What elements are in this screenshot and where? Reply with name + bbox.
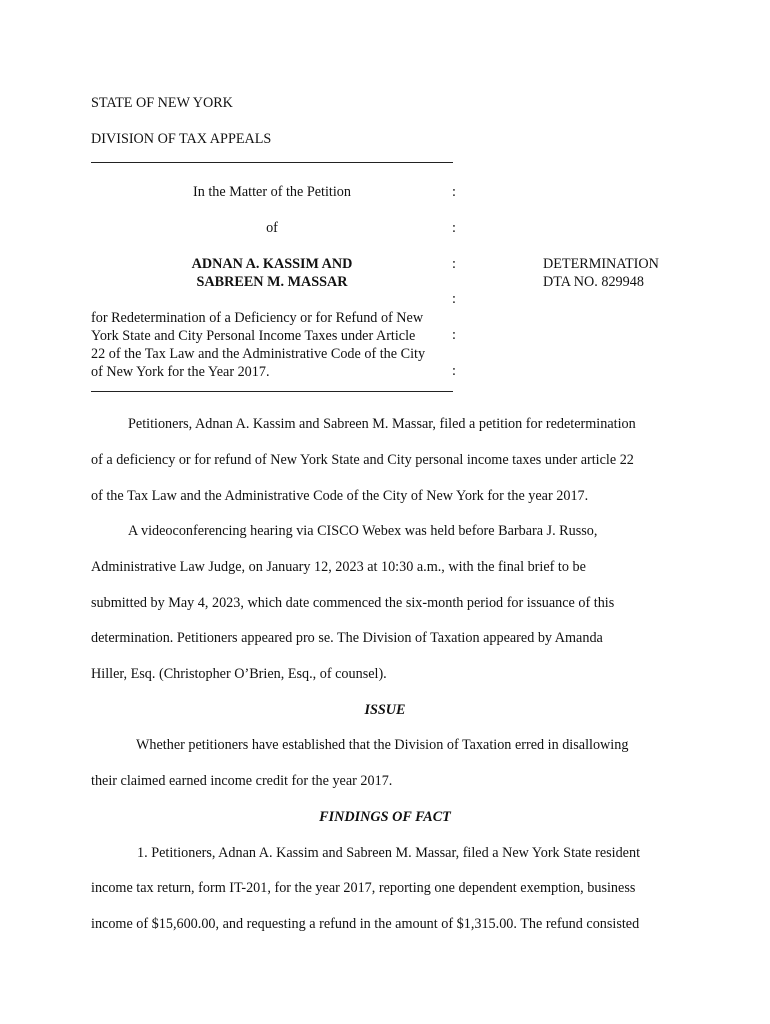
petition-description bbox=[91, 309, 453, 381]
determination-label: DETERMINATION bbox=[543, 256, 659, 272]
paragraph-line: income of $15,600.00, and requesting a refund in the amount of $1,315.00. The refund consisted bbox=[91, 916, 640, 932]
paragraph-line: of a deficiency or for refund of New York State and City personal income taxes under article 22 bbox=[91, 452, 634, 468]
caption-colon: : bbox=[452, 184, 456, 200]
paragraph-line: income tax return, form IT-201, for the year 2017, reporting one dependent exemption, business bbox=[91, 880, 636, 896]
paragraph-line: A videoconferencing hearing via CISCO Webex was held before Barbara J. Russo, bbox=[128, 523, 598, 539]
findings-heading: FINDINGS OF FACT bbox=[319, 809, 451, 825]
petition-line: of New York for the Year 2017. bbox=[91, 364, 270, 380]
caption-colon: : bbox=[452, 256, 456, 272]
division-heading: DIVISION OF TAX APPEALS bbox=[91, 131, 272, 147]
paragraph-line: Petitioners, Adnan A. Kassim and Sabreen M. Massar, filed a petition for redetermination bbox=[128, 416, 636, 432]
petition-line: 22 of the Tax Law and the Administrative Code of the City bbox=[91, 346, 426, 362]
dta-number: DTA NO. 829948 bbox=[543, 274, 644, 290]
paragraph-line: their claimed earned income credit for the year 2017. bbox=[91, 773, 393, 789]
petition-line: for Redetermination of a Deficiency or for Refund of New bbox=[91, 310, 424, 326]
caption-colon: : bbox=[452, 220, 456, 236]
issue-heading: ISSUE bbox=[364, 702, 406, 718]
paragraph-line: Whether petitioners have established that the Division of Taxation erred in disallowing bbox=[136, 737, 629, 753]
caption-colon: : bbox=[452, 363, 456, 379]
state-heading: STATE OF NEW YORK bbox=[91, 95, 233, 111]
caption-top-rule bbox=[91, 162, 453, 163]
paragraph-line: determination. Petitioners appeared pro se. The Division of Taxation appeared by Amanda bbox=[91, 630, 603, 646]
paragraph-line: Hiller, Esq. (Christopher O’Brien, Esq., of counsel). bbox=[91, 666, 387, 682]
caption-of: of bbox=[266, 220, 278, 236]
petitioner-name-line1: ADNAN A. KASSIM AND bbox=[191, 256, 353, 272]
petition-line: York State and City Personal Income Taxes under Article bbox=[91, 328, 416, 344]
caption-bottom-rule bbox=[91, 391, 453, 392]
caption-matter: In the Matter of the Petition bbox=[193, 184, 351, 200]
paragraph-line: Administrative Law Judge, on January 12, 2023 at 10:30 a.m., with the final brief to be bbox=[91, 559, 586, 575]
petitioner-name-line2: SABREEN M. MASSAR bbox=[196, 274, 348, 290]
caption-colon: : bbox=[452, 291, 456, 307]
paragraph-line: of the Tax Law and the Administrative Code of the City of New York for the year 2017. bbox=[91, 488, 589, 504]
paragraph-line: submitted by May 4, 2023, which date commenced the six-month period for issuance of this bbox=[91, 595, 615, 611]
caption-colon: : bbox=[452, 327, 456, 343]
paragraph-line: 1. Petitioners, Adnan A. Kassim and Sabreen M. Massar, filed a New York State resident bbox=[137, 845, 641, 861]
